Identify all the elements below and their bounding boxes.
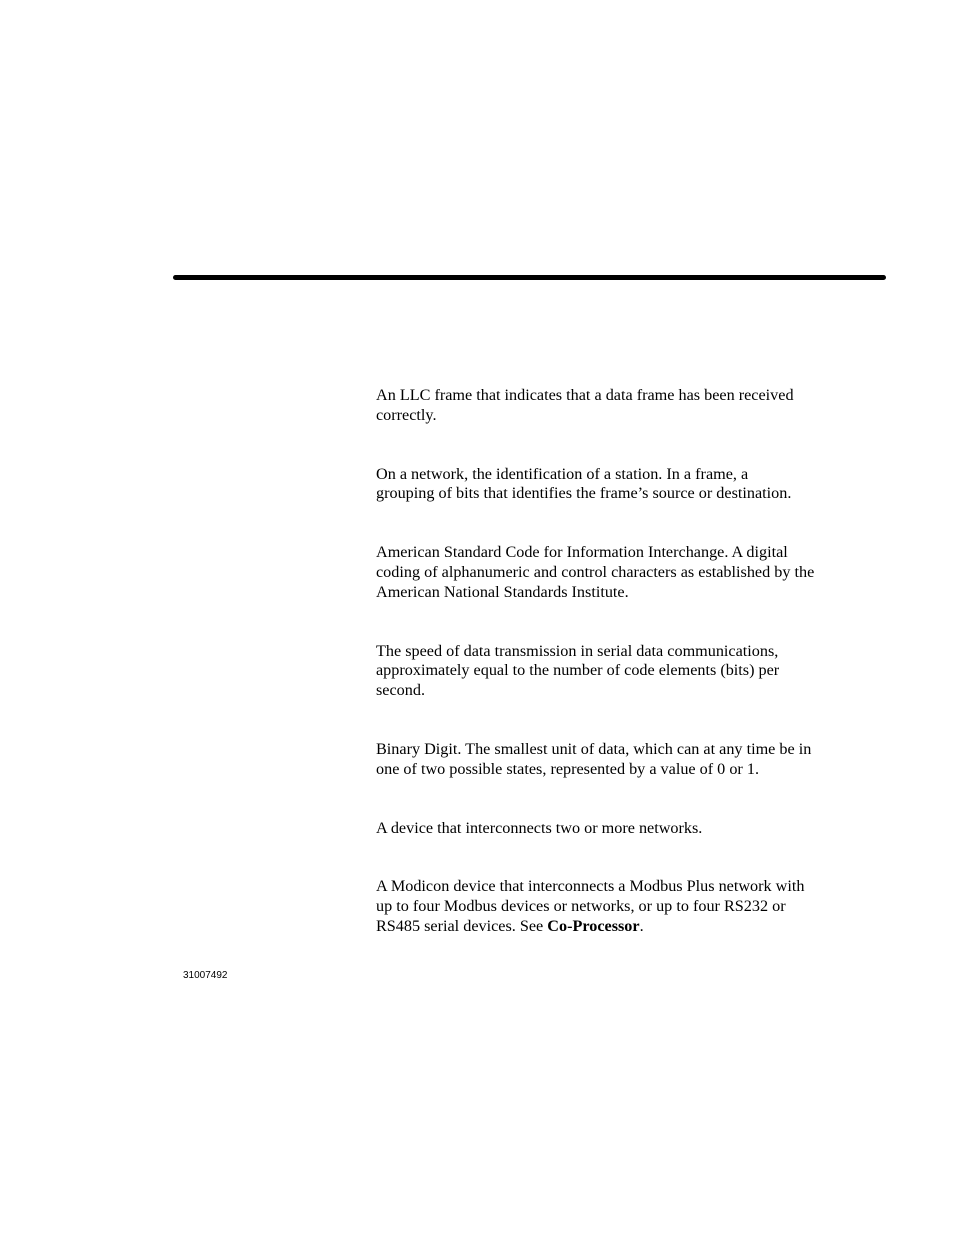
definition-bridge-multiplexer bbox=[376, 877, 896, 936]
co-processor-reference: Co-Processor bbox=[547, 916, 640, 935]
definition-ascii: American Standard Code for Information Interchange. A digital coding of alphanumeric and control characters as established by the American National Standards Institute. bbox=[376, 543, 815, 601]
glossary-definitions bbox=[376, 386, 896, 937]
definition-bridge-multiplexer-text: A Modicon device that interconnects a Modbus Plus network with up to four Modbus devices or networks, or up to four RS232 or RS485 serial devices. See bbox=[376, 877, 805, 935]
definition-ack: An LLC frame that indicates that a data frame has been received correctly. bbox=[376, 386, 794, 424]
definition-bridge-multiplexer-suffix: . bbox=[639, 916, 644, 935]
definition-bit: Binary Digit. The smallest unit of data, which can at any time be in one of two possible states, represented by a value of 0 or 1. bbox=[376, 739, 812, 778]
definition-bridge: A device that interconnects two or more networks. bbox=[376, 818, 703, 837]
document-number: 31007492 bbox=[183, 970, 228, 981]
header-rule bbox=[173, 275, 886, 280]
definition-baud: The speed of data transmission in serial data communications, approximately equal to the number of code elements (bits) per second. bbox=[376, 641, 780, 700]
definition-address: On a network, the identification of a station. In a frame, a grouping of bits that identifies the frame’s source or destination. bbox=[376, 464, 792, 503]
